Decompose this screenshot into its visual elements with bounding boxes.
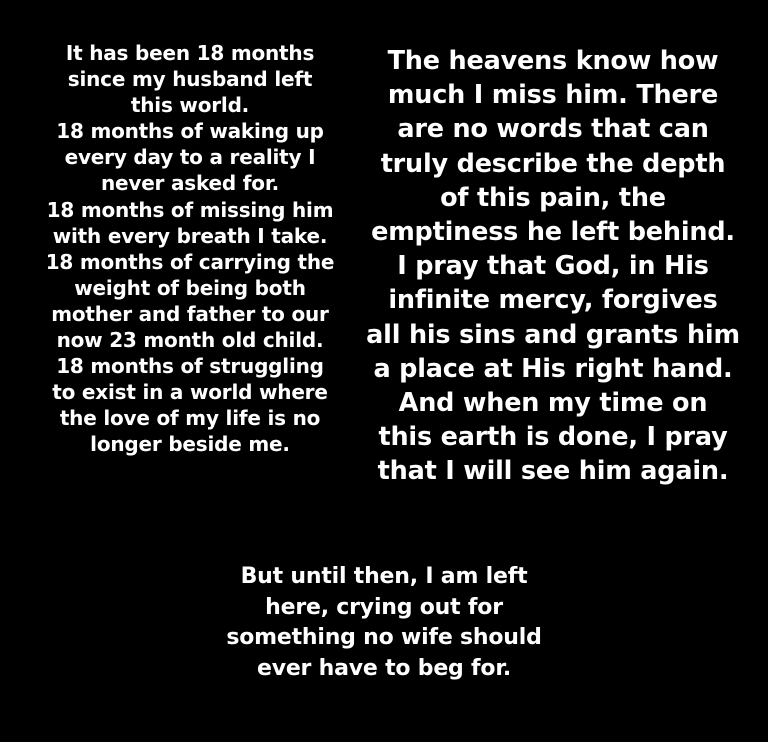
text-line: infinite mercy, forgives — [388, 285, 718, 316]
text-line: now 23 month old child. — [56, 328, 324, 353]
bottom-text-block — [184, 562, 584, 684]
text-line: It has been 18 months — [65, 41, 315, 65]
text-line: a place at His right hand. — [373, 353, 733, 384]
text-line: something no wife should — [226, 625, 542, 650]
right-text-block — [348, 44, 758, 489]
text-line: that I will see him again. — [377, 456, 729, 487]
left-text-block — [16, 40, 364, 458]
text-line: weight of being both — [74, 275, 306, 300]
text-line: this world. — [130, 93, 250, 118]
text-line: And when my time on — [398, 388, 708, 419]
text-line: mother and father to our — [51, 301, 329, 326]
text-line: The heavens know how — [387, 46, 719, 76]
text-line: the love of my life is no — [59, 406, 321, 431]
text-line: are no words that can — [397, 114, 709, 145]
text-line: 18 months of struggling — [56, 354, 324, 379]
text-line: never asked for. — [100, 171, 280, 196]
text-line: But until then, I am left — [240, 564, 528, 589]
text-line: all his sins and grants him — [366, 319, 740, 350]
text-line: longer beside me. — [90, 432, 290, 457]
text-line: of this pain, the — [440, 182, 666, 213]
text-line: here, crying out for — [265, 594, 503, 620]
text-line: every day to a reality I — [64, 145, 316, 170]
text-line: to exist in a world where — [52, 380, 328, 405]
text-line: 18 months of waking up — [56, 119, 324, 144]
text-line: I pray that God, in His — [397, 251, 709, 282]
text-line: emptiness he left behind. — [371, 217, 735, 248]
text-line: ever have to beg for. — [256, 655, 512, 681]
text-line: since my husband left — [67, 67, 313, 92]
text-line: much I miss him. There — [387, 80, 719, 111]
text-line: truly describe the depth — [380, 148, 726, 179]
text-line: this earth is done, I pray — [378, 422, 728, 453]
text-line: with every breath I take. — [52, 223, 328, 248]
text-line: 18 months of carrying the — [45, 249, 335, 274]
text-line: 18 months of missing him — [46, 197, 334, 222]
